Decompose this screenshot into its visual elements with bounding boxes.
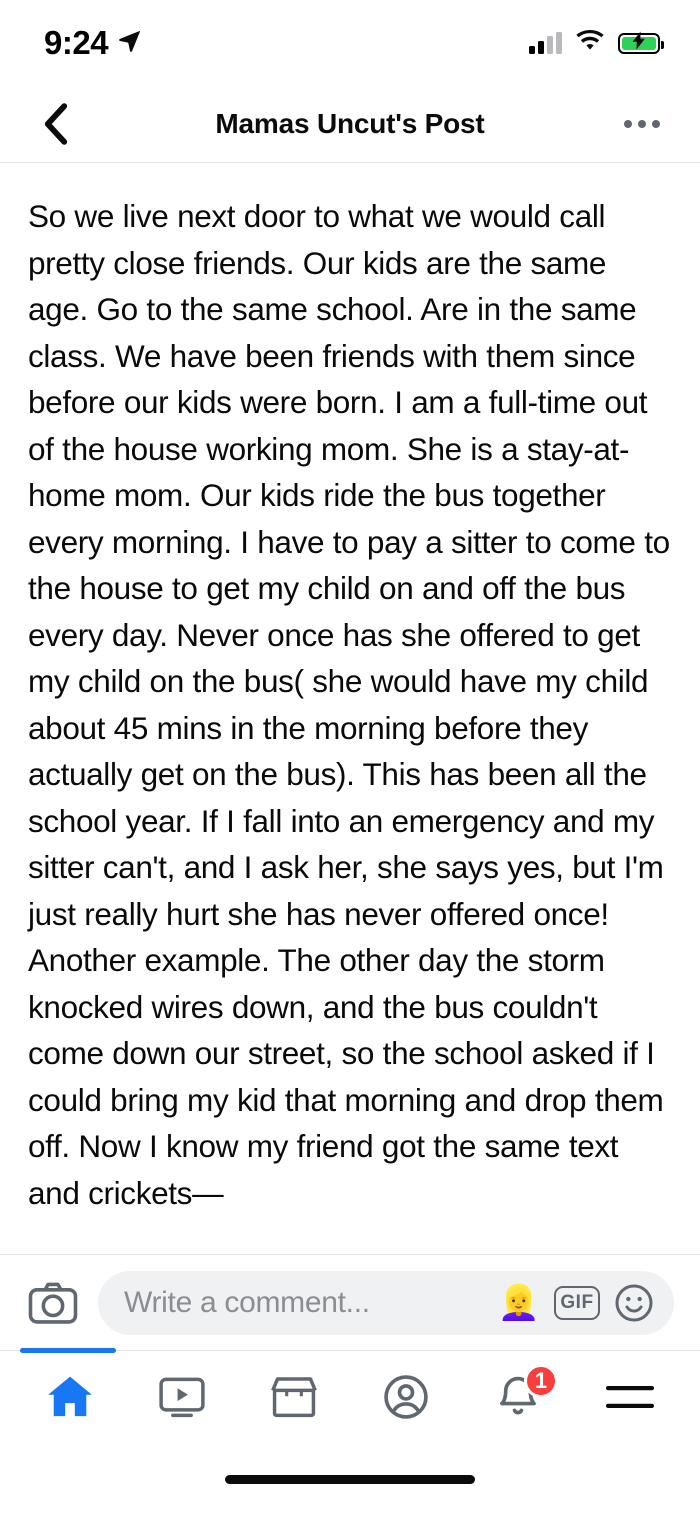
camera-button[interactable] (26, 1276, 80, 1330)
battery-charging-icon (618, 33, 660, 54)
status-bar-left (44, 24, 143, 62)
more-horizontal-icon-dot (624, 120, 632, 128)
tab-menu[interactable] (582, 1362, 678, 1432)
back-button[interactable] (32, 100, 80, 148)
tab-profile[interactable] (358, 1362, 454, 1432)
status-time: 9:24 (44, 24, 109, 61)
status-bar-right (529, 30, 660, 57)
more-horizontal-icon-dot (638, 120, 646, 128)
home-indicator-bar[interactable] (225, 1475, 475, 1484)
comment-input-field[interactable] (98, 1271, 674, 1335)
storefront-icon (270, 1375, 318, 1419)
wifi-icon (575, 30, 605, 57)
active-tab-indicator (20, 1348, 116, 1353)
post-body-text: So we live next door to what we would call pretty close friends. Our kids are the same age. Go to the same school. Are in the same class. We have been friends with them since before our kids were born. I am a full-time out of the house working mom. She is a stay-at-home mom. Our kids ride the bus together every morning. I have to pay a sitter to come to the house to get my child on and off the bus every day. Never once has she offered to get my child on the bus( she would have my child about 45 mins in the morning before they actually get on the bus). This has been all the school year. If I fall into an emergency and my sitter can't, and I ask her, she says yes, but I'm just really hurt she has never offered once! Another example. The other day the storm knocked wires down, and the bus couldn't come down our street, so the school asked if I could bring my kid that morning and drop them off. Now I know my friend got the same text and crickets— (28, 198, 670, 1211)
hamburger-menu-icon (605, 1379, 655, 1415)
cellular-signal-icon (529, 32, 562, 54)
comment-placeholder: Write a comment... (124, 1285, 370, 1319)
status-bar (0, 0, 700, 86)
tab-home[interactable] (22, 1362, 118, 1432)
person-circle-icon (382, 1374, 430, 1420)
gif-button[interactable]: GIF (554, 1286, 600, 1320)
more-options-button[interactable] (624, 110, 660, 138)
chevron-left-icon (39, 102, 73, 146)
comment-composer-bar (0, 1254, 700, 1350)
navigation-bar (0, 86, 700, 163)
home-icon (45, 1374, 95, 1420)
camera-icon (28, 1281, 78, 1325)
avatar-sticker-button[interactable]: 👱‍♀️ (497, 1283, 540, 1322)
bottom-tab-bar (0, 1350, 700, 1442)
sticker-button[interactable] (614, 1283, 654, 1323)
more-horizontal-icon-dot (652, 120, 660, 128)
post-scroll-area[interactable] (0, 163, 700, 1254)
video-screen-icon (158, 1375, 206, 1419)
notification-badge: 1 (524, 1364, 558, 1398)
tab-watch[interactable] (134, 1362, 230, 1432)
home-indicator-area (0, 1442, 700, 1516)
page-title: Mamas Uncut's Post (215, 108, 485, 139)
tab-marketplace[interactable] (246, 1362, 342, 1432)
location-arrow-icon (117, 28, 143, 59)
tab-notifications[interactable] (470, 1362, 566, 1432)
smiley-icon (614, 1283, 654, 1323)
